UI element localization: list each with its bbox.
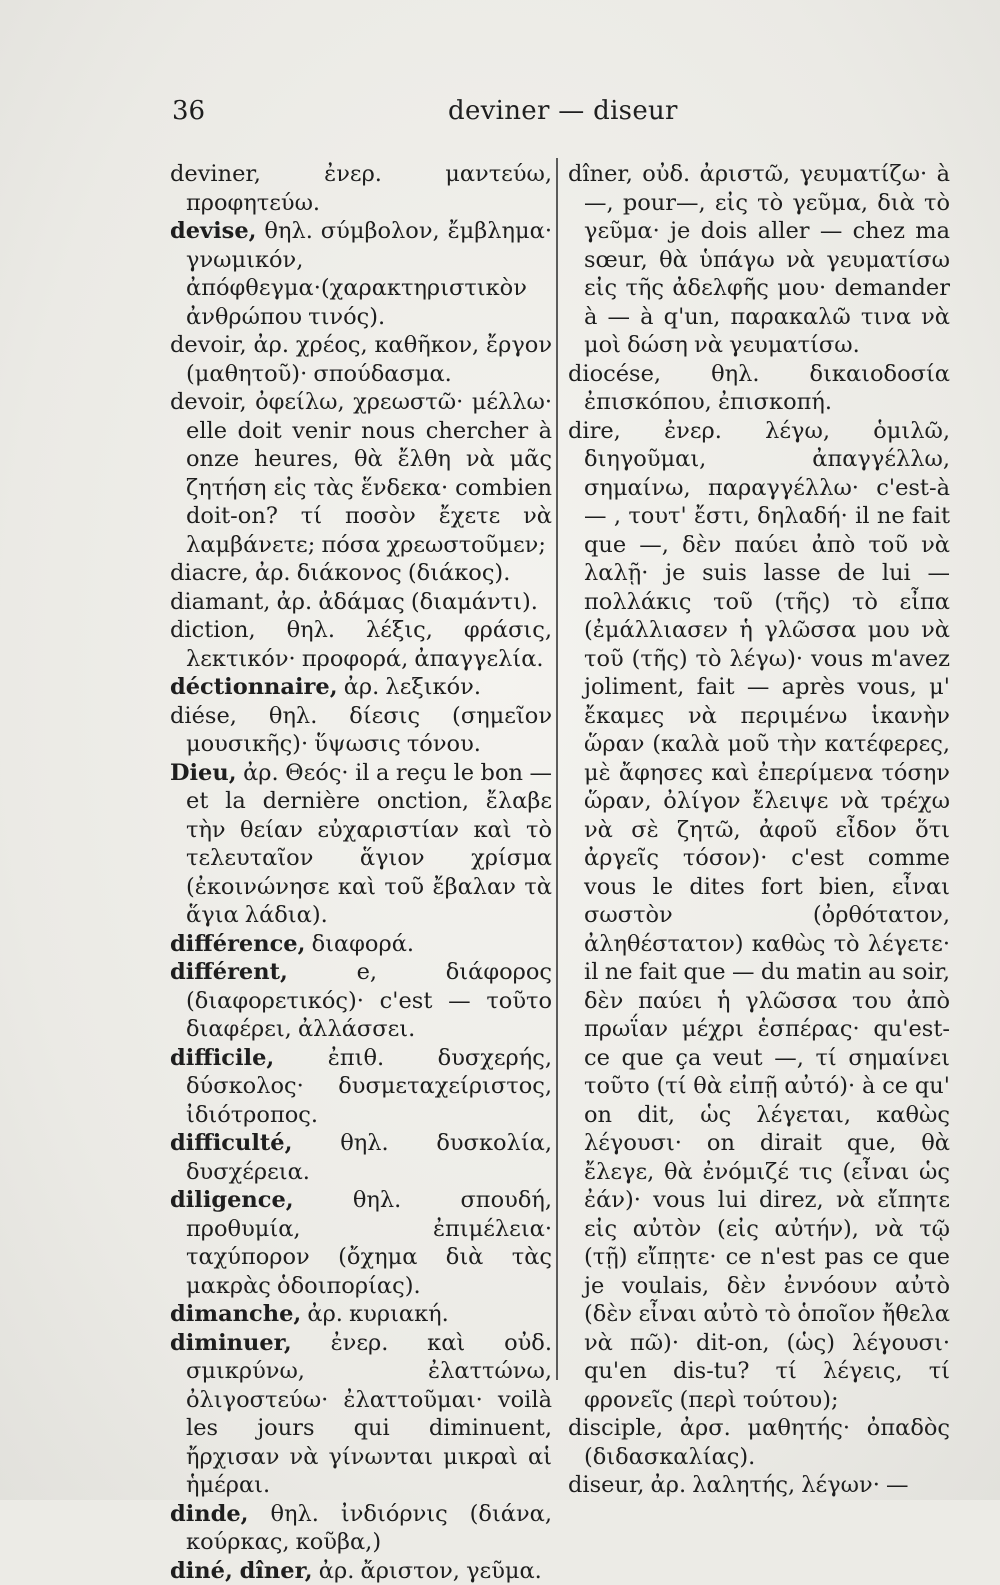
- right-column: [568, 160, 950, 1400]
- dictionary-entry: [568, 1414, 950, 1471]
- dictionary-entry: [170, 160, 552, 217]
- dictionary-entry: [170, 616, 552, 673]
- entry-headword: diminuer,: [170, 1330, 292, 1356]
- entry-headword: devoir,: [170, 389, 247, 415]
- dictionary-entry: [170, 217, 552, 331]
- entry-headword: diése,: [170, 703, 237, 729]
- entry-headword: deviner,: [170, 161, 261, 187]
- entry-definition: ἀρ. Θεός· il a reçu le bon — et la dernière onction, ἔλαβε τὴν θείαν εὐχαριστίαν καὶ τὸ τελευταῖον ἅγιον χρίσμα (ἐκοινώνησε καὶ τοῦ ἔβαλαν τὰ ἅγια λάδια).: [186, 760, 552, 929]
- entry-definition: θηλ. σύμβολον, ἔμβλημα· γνωμικόν, ἀπόφθεγμα·(χαρακτηριστικὸν ἀνθρώπου τινός).: [186, 218, 552, 330]
- entry-definition: ἀρ. λαλητής, λέγων· —: [651, 1472, 909, 1498]
- dictionary-entry: [170, 1300, 552, 1329]
- entry-headword: disciple,: [568, 1415, 663, 1441]
- entry-headword: dimanche,: [170, 1301, 301, 1327]
- dictionary-entry: [170, 1129, 552, 1186]
- dictionary-entry: [170, 673, 552, 702]
- page-number: 36: [172, 96, 205, 126]
- dictionary-entry: [170, 588, 552, 617]
- entry-headword: difficulté,: [170, 1130, 292, 1156]
- entry-definition: ἀρ. κυριακή.: [307, 1301, 448, 1327]
- entry-headword: diseur,: [568, 1472, 644, 1498]
- entry-definition: ἐνερ. μαντεύω, προφητεύω.: [186, 161, 552, 216]
- entry-definition: θηλ. σπουδή, προθυμία, ἐπιμέλεια· ταχύπορον (ὄχημα διὰ τὰς μακρὰς ὁδοιπορίας).: [186, 1187, 552, 1299]
- dictionary-entry: [568, 160, 950, 360]
- dictionary-entry: [568, 360, 950, 417]
- dictionary-entry: [170, 559, 552, 588]
- dictionary-entry: [170, 1500, 552, 1557]
- entry-headword: diligence,: [170, 1187, 294, 1213]
- entry-definition: ἀρ. διάκονος (διάκος).: [255, 560, 510, 586]
- entry-definition: e, διάφορος (διαφορετικός)· c'est — τοῦτο διαφέρει, ἀλλάσσει.: [186, 959, 552, 1042]
- entry-definition: θηλ. δικαιοδοσία ἐπισκόπου, ἐπισκοπή.: [584, 361, 950, 416]
- entry-headword: dire,: [568, 418, 621, 444]
- running-head: deviner — diseur: [448, 96, 678, 126]
- entry-headword: déctionnaire,: [170, 674, 338, 700]
- entry-definition: οὐδ. ἀριστῶ, γευματίζω· à —, pour—, εἰς τὸ γεῦμα, διὰ τὸ γεῦμα· je dois aller — chez ma sœur, θὰ ὑπάγω νὰ γευματίσω εἰς τῆς ἀδελφῆς μου· demander à — à q'un, παρακαλῶ τινα νὰ μοὶ δώση νὰ γευματίσω.: [584, 161, 950, 358]
- dictionary-entry: [170, 1557, 552, 1585]
- entry-headword: difficile,: [170, 1045, 274, 1071]
- entry-definition: θηλ. δίεσις (σημεῖον μουσικῆς)· ὕψωσις τόνου.: [186, 703, 552, 758]
- entry-headword: Dieu,: [170, 760, 237, 786]
- dictionary-entry: [170, 1044, 552, 1130]
- column-divider: [556, 158, 558, 1380]
- dictionary-entry: [170, 958, 552, 1044]
- dictionary-entry: [170, 331, 552, 388]
- entry-headword: devise,: [170, 218, 256, 244]
- entry-definition: ἐνερ. λέγω, ὁμιλῶ, διηγοῦμαι, ἀπαγγέλλω, σημαίνω, παραγγέλλω· c'est-à — , τουτ' ἔστι, δηλαδή· il ne fait que —, δὲν παύει ἀπὸ τοῦ νὰ λαλῇ· je suis lasse de lui — πολλάκις τοῦ (τῆς) τὸ εἶπα (ἐμάλλιασεν ἡ γλῶσσα μου νὰ τοῦ (τῆς) τὸ λέγω)· vous m'avez joliment, fait — après vous, μ' ἔκαμες νὰ περιμένω ἱκανὴν ὥραν (καλὰ μοῦ τὴν κατέφερες, μὲ ἄφησες καὶ ἐπερίμενα τόσην ὥραν, ὀλίγον ἔλειψε νὰ τρέχω νὰ σὲ ζητῶ, ἀφοῦ εἶδον ὅτι ἀργεῖς τόσον)· c'est comme vous le dites fort bien, εἶναι σωστὸν (ὀρθότατον, ἀληθέστατον) καθὼς τὸ λέγετε· il ne fait que — du matin au soir, δὲν παύει ἡ γλῶσσα του ἀπὸ πρωΐαν μέχρι ἑσπέρας· qu'est-ce que ça veut —, τί σημαίνει τοῦτο (τί θὰ εἰπῇ αὐτό)· à ce qu' on dit, ὡς λέγεται, καθὼς λέγουσι· on dirait que, θὰ ἔλεγε, θὰ ἐνόμιζέ τις (εἶναι ὡς ἐάν)· vous lui direz, νὰ εἴπητε εἰς αὐτὸν (εἰς αὐτήν), νὰ τῷ (τῇ) εἴπῃτε· ce n'est pas ce que je voulais, δὲν ἐννόουν αὐτὸ (δὲν εἶναι αὐτὸ τὸ ὁποῖον ἤθελα νὰ πῶ)· dit-on, (ὡς) λέγουσι· qu'en dis-tu? τί λέγεις, τί φρονεῖς (περὶ τούτου);: [584, 418, 950, 1413]
- entry-definition: ἐπιθ. δυσχερής, δύσκολος· δυσμεταχείριστος, ἰδιότροπος.: [186, 1045, 552, 1128]
- entry-definition: θηλ. ἰνδιόρνις (διάνα, κούρκας, κοῦβα,): [186, 1501, 552, 1556]
- entry-headword: diacre,: [170, 560, 249, 586]
- entry-definition: ἀρ. χρέος, καθῆκον, ἔργον (μαθητοῦ)· σπούδασμα.: [186, 332, 552, 387]
- entry-definition: διαφορά.: [312, 931, 414, 957]
- entry-definition: θηλ. δυσκολία, δυσχέρεια.: [186, 1130, 552, 1185]
- dictionary-entry: [170, 388, 552, 559]
- dictionary-entry: [170, 930, 552, 959]
- dictionary-entry: [170, 759, 552, 930]
- entry-headword: différence,: [170, 931, 305, 957]
- entry-headword: dinde,: [170, 1501, 249, 1527]
- entry-definition: ἀρ. ἀδάμας (διαμάντι).: [277, 589, 538, 615]
- entry-headword: diocése,: [568, 361, 661, 387]
- left-column: [170, 160, 552, 1400]
- entry-headword: diné, dîner,: [170, 1558, 313, 1584]
- dictionary-entry: [568, 1471, 950, 1500]
- entry-definition: θηλ. λέξις, φράσις, λεκτικόν· προφορά, ἀπαγγελία.: [186, 617, 552, 672]
- dictionary-entry: [568, 417, 950, 1415]
- dictionary-entry: [170, 1186, 552, 1300]
- entry-headword: devoir,: [170, 332, 247, 358]
- entry-headword: dîner,: [568, 161, 633, 187]
- entry-definition: ἐνερ. καὶ οὐδ. σμικρύνω, ἐλαττώνω, ὀλιγοστεύω· ἐλαττοῦμαι· voilà les jours qui diminuent, ἤρχισαν νὰ γίνωνται μικραὶ αἱ ἡμέραι.: [186, 1330, 552, 1499]
- entry-definition: ἀρσ. μαθητής· ὀπαδὸς (διδασκαλίας).: [584, 1415, 950, 1470]
- entry-definition: ἀρ. λεξικόν.: [344, 674, 481, 700]
- entry-definition: ἀρ. ἄριστον, γεῦμα.: [319, 1558, 542, 1584]
- entry-headword: diamant,: [170, 589, 270, 615]
- dictionary-entry: [170, 1329, 552, 1500]
- entry-definition: ὀφείλω, χρεωστῶ· μέλλω· elle doit venir nous chercher à onze heures, θὰ ἔλθη νὰ μᾶς ζητήση εἰς τὰς ἕνδεκα· combien doit-on? τί ποσὸν ἔχετε νὰ λαμβάνετε; πόσα χρεωστοῦμεν;: [186, 389, 552, 558]
- entry-headword: diction,: [170, 617, 256, 643]
- entry-headword: différent,: [170, 959, 288, 985]
- dictionary-entry: [170, 702, 552, 759]
